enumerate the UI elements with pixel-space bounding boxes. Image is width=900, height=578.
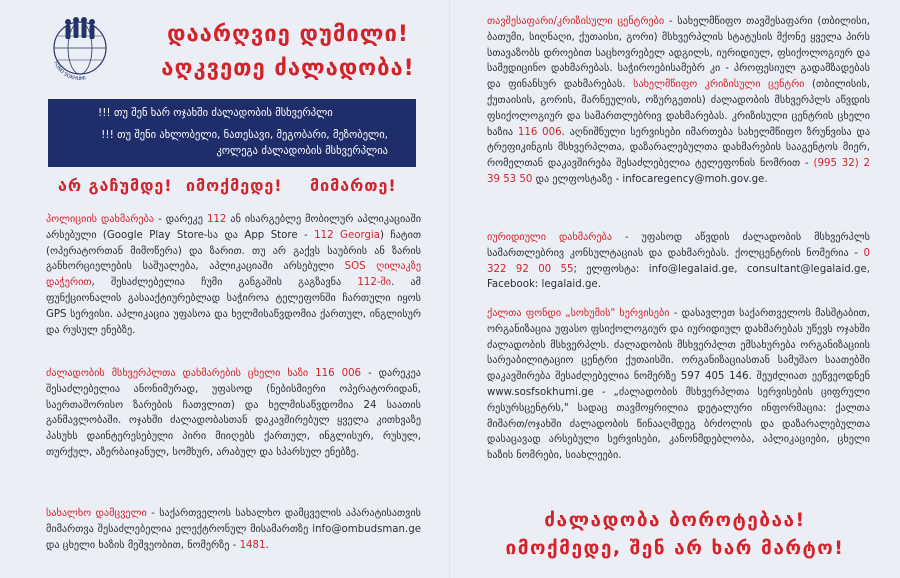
alert-line-relative: !!! თუ შენი ახლობელი, ნათესავი, მეგობარი, მეზობელი, კოლეგა ძალადობის მსხვერპლია [101, 129, 388, 157]
hotline-paragraph: ძალადობის მსხვერპლთა დახმარების ცხელი ხაზი 116 006 - დარეკეა შესაძლებელია ანონიმურად, უფასოდ (ნებისმიერი ოპერატორიდან, საერთაშორისო ზარების ჩათვლით) და ხელმისაწვდომია 24 საათის განმავლობაში. ოჯახში ძალადობასთან დაკავშირებულ ყველა კითხვაზე პასუხს დაინტერესებული პირი მიიღებს ქართულ, ინგლისურ, რუსულ, თურქულ, აზერბაიჯანულ, სომხურ, არაბულ და სპარსულ ენებზე. [46, 368, 421, 458]
emergency-number: 112 [206, 214, 227, 225]
closing-you-are-not-alone: იმოქმედე, შენ არ ხარ მარტო! [505, 537, 845, 559]
police-help-title: პოლიციის დახმარება [46, 214, 155, 225]
sokhumi-fund-paragraph: ქალთა ფონდი „სოხუმის" სერვისები - დასავლეთ საქართველოს მასშტაბით, ორგანიზაცია უფასო ფსიქოლოგიურ და იურიდიულ დახმარებას უწევს ოჯახში ძალადობის მსხვერპლს. ძალადობის მსხვერპლთ ემსახურება ორგანიზაციის სარეაბილიტაციო ცენტრი ქუთაისში. ორგანიზაციასთან სამუშაო საათებში დაკავშირება შესაძლებელია ნომერზე 597 405 146. შეუძლიათ ეეწვეოდნენ www.sosfsokhumi.ge - „ძალადობის მსხვერპლთა სერვისების ციფრული რესურსცენტრს," სადაც თავმოყრილია დეტალური ინფორმაცია: ქალთა მიმართ/ოჯახში ძალადობის წინააღმდეგ ბრძოლის და დაზარალებულთა დასაცავად არსებული სერვისები, კანონმდებლობა, აპლიკაციები, ცხელი ხაზის ნომრები, სიახლეები. [487, 308, 870, 462]
police-help-paragraph: პოლიციის დახმარება - დარეკე 112 ან ისარგებლე მობილურ აპლიკაციაში არსებული (Google Play Store-სა და App Store - 112 Georgia) ჩატით (ოპერატორთან მიმოწერა) და ზარით. თუ არ გაქვს საუბრის ან ზარის განხორციელების საშუალება, აპლიკაციაში არსებული SOS ღილაკზე დაჭერით, შესაძლებელია ჩუმი განგაშის გაგზავნა 112-ში. ამ ფუნქციონალის გასააქტიურებლად საჭიროა ტელეფონში ჩართული იყოს GPS სერვისი. აპლიკაცია უფასოა და ხელმისაწვდომია ქართულ, ინგლისურ და რუსულ ენებზე. [46, 214, 421, 336]
sos-button-text: SOS ღილაკზე დაჭერით [46, 261, 421, 289]
shelter-paragraph: თავშესაფარი/კრიზისული ცენტრები - სახელმწიფო თავშესაფარი (თბილისი, ბათუმი, სიღნაღი, ქუთაისი, გორი) მსხვერპლის სტატუსის მქონე ყველა პირს სთავაზობს დროებით საცხოვრებელ ადგილს, იურიდიულ, ფსიქოლოგიურ და სამედიცინო დახმარებას. საჭიროებისამებრ კი - პროფესიულ გადამზადებას და ფინანსურ დახმარებას. სახელმწიფო კრიზისული ცენტრი (თბილისის, ქუთაისის, გორის, მარნეულის, ოზურგეთის) ძალადობის მსხვერპლს აწვდის ფსიქოლოგიურ და სამართლებრივ დახმარებას. კრიზისული ცენტრის ცხელი ხაზია 116 006. აღნიშნული სერვისები იმართება სახელმწიფო ზრუნვისა და ტრეფიკინგის მსხვერპლთა, დაზარალებულთა დახმარების სააგენტოს მიერ, რომელთან დაკავშირება შესაძლებელია ტელეფონის ნომრით - (995 32) 2 39 53 50 და ელფოსტაზე - infocaregency@moh.gov.ge. [487, 16, 870, 185]
logo-bottom-text: FUND SOKHUMI [52, 60, 87, 83]
right-page [450, 0, 900, 578]
cta-act: იმოქმედე! [186, 176, 283, 195]
alert-box [48, 99, 416, 167]
shelter-title: თავშესაფარი/კრიზისული ცენტრები [487, 16, 665, 27]
hotline-number: 116 006 [315, 368, 362, 379]
sokhumi-fund-title: ქალთა ფონდი „სოხუმის" სერვისები [487, 308, 670, 319]
app-name: 112 Georgia [314, 229, 380, 241]
alert-line-victim: !!! თუ შენ ხარ ოჯახში ძალადობის მსხვერპლი [98, 107, 333, 119]
hotline-title: ძალადობის მსხვერპლთა დახმარების ცხელი ხაზი [46, 368, 316, 379]
legal-aid-phone: 0 322 92 00 55 [487, 247, 870, 275]
organization-logo [40, 8, 120, 88]
crisis-hotline-number: 116 006 [517, 126, 562, 138]
ombudsman-title: სახალხო დამცველი [46, 508, 147, 519]
headline-stop-violence: აღკვეთე ძალადობა! [161, 56, 415, 81]
legal-aid-title: იურიდიული დახმარება [487, 232, 612, 243]
closing-violence-is-evil: ძალადობა ბოროტებაა! [544, 509, 806, 531]
agency-phone: (995 32) 2 39 53 50 [487, 158, 870, 185]
ombudsman-number: 1481 [239, 539, 266, 551]
legal-aid-paragraph: იურიდიული დახმარება - უფასოდ აწვდის ძალადობის მსხვერპლს სამართლებრივ კონსულტაციას და დახმარებას. ქოლცენტრის ნომერია - 0 322 92 00 55; ელფოსტა: info@legalaid.ge, consultant@legalaid.ge, Facebook: legalaid.ge. [487, 232, 870, 291]
cta-reach-out: მიმართე! [310, 176, 397, 195]
ombudsman-paragraph: სახალხო დამცველი - საქართველოს სახალხო დამცველის აპარატისათვის მიმართვა შესაძლებელია ელექტრონულ მისამართზე info@ombudsman.ge და ცხელი ხაზის მეშვეობით, ნომერზე - 1481. [46, 508, 421, 551]
cta-dont-be-silent: არ გაჩუმდე! [58, 176, 173, 195]
headline-break-silence: დაარღვიე დუმილი! [167, 22, 409, 47]
crisis-center-title: სახელმწიფო კრიზისული ცენტრი [633, 79, 805, 91]
